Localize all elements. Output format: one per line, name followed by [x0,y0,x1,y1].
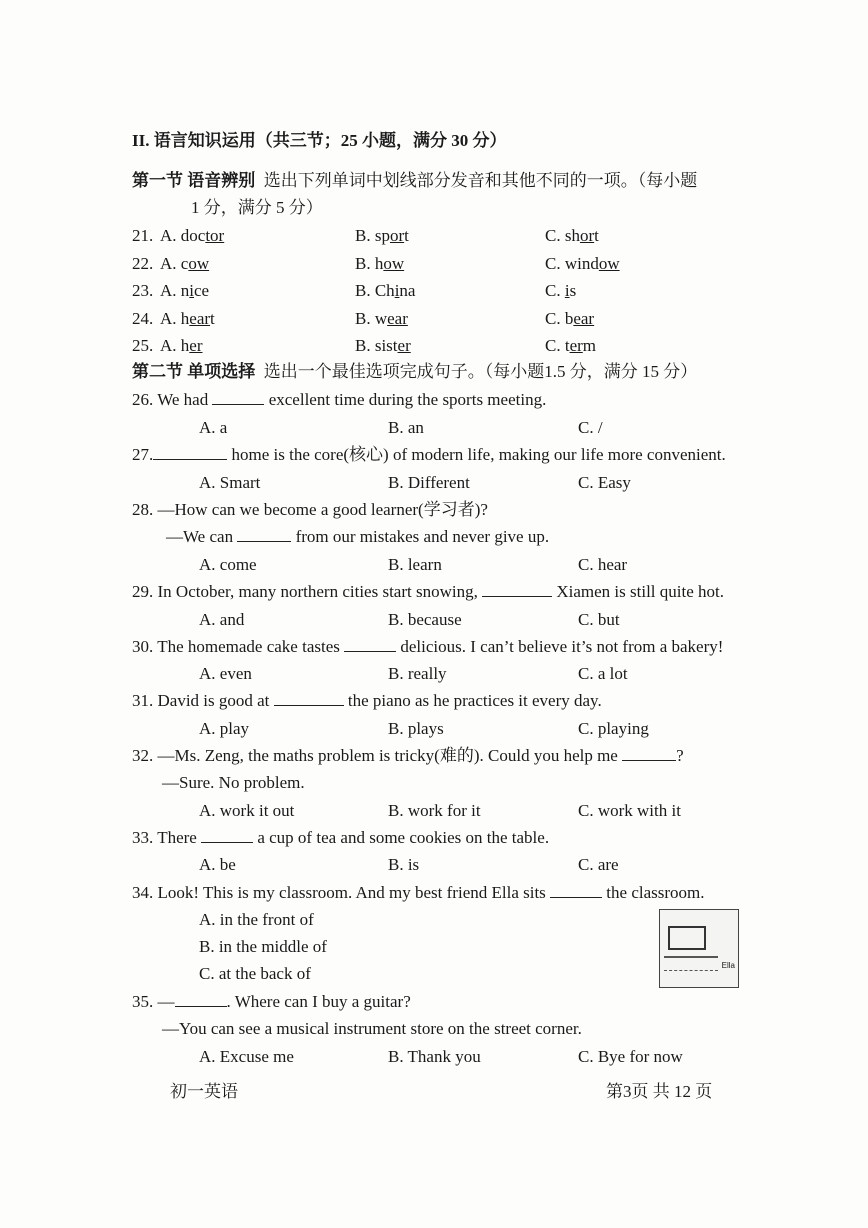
q28-stem-end: from our mistakes and never give up. [295,527,550,546]
word-part: A. doc [160,226,206,245]
word-part: A. c [160,254,189,273]
phonetics-number: 21. [132,226,154,245]
phonetics-number: 23. [132,281,154,300]
phonetics-option-b [355,308,408,330]
q33-stem: 33. There [132,828,197,847]
phonetics-option-b [355,253,404,275]
underlined-sound: or [389,226,405,245]
q30-stem-end: delicious. I can’t believe it’s not from a bakery! [400,637,724,656]
underlined-sound: er [569,336,583,355]
question-30 [132,636,723,658]
q30-option-c: C. a lot [578,664,628,683]
section-heading: II. 语言知识运用（共三节；25 小题，满分 30 分） [132,131,507,150]
q26-option-a: A. a [199,418,228,437]
q29-option-b: B. because [388,610,462,629]
underlined-sound: ow [383,254,405,273]
part1-header [132,170,697,192]
underlined-sound: ear [387,309,408,328]
phonetics-option-c [545,280,576,302]
word-part: ce [194,281,210,300]
underlined-sound: ow [188,254,210,273]
q31-option-c: C. playing [578,719,649,738]
part1-instruction-cont: 1 分，满分 5 分） [191,198,323,217]
q32-option-c: C. work with it [578,801,681,820]
phonetics-option-c [545,308,594,330]
q28-option-a: A. come [199,555,257,574]
q26-option-c: C. / [578,418,603,437]
q27-option-a: A. Smart [199,473,261,492]
footer-page-number: 第3页 共 12 页 [606,1082,713,1101]
q28-response [166,526,549,548]
answer-blank [212,389,264,405]
q27-stem: home is the core(核心) of modern life, making our life more convenient. [231,445,726,464]
word-part: A. n [160,281,190,300]
word-part: B. sist [355,336,398,355]
underlined-sound: i [394,281,400,300]
q34-option-c: C. at the back of [199,964,311,983]
q29-stem: 29. In October, many northern cities start snowing, [132,582,478,601]
word-part: B. Ch [355,281,395,300]
word-part: B. h [355,254,384,273]
footer-subject: 初一英语 [170,1082,238,1101]
q31-stem: 31. David is good at [132,691,270,710]
question-31 [132,690,602,712]
question-32 [132,745,684,767]
part1-title: 第一节 语音辨别 [132,171,256,190]
desks-icon [664,956,718,971]
q35-num: 35. — [132,992,175,1011]
word-part: m [582,336,597,355]
q27-option-b: B. Different [388,473,470,492]
q26-stem: 26. We had [132,390,209,409]
q26-option-b: B. an [388,418,424,437]
q34-option-b: B. in the middle of [199,937,327,956]
q33-stem-end: a cup of tea and some cookies on the table. [257,828,550,847]
q35-stem: . Where can I buy a guitar? [226,992,411,1011]
word-part: na [399,281,416,300]
underlined-sound: ear [573,309,595,328]
underlined-sound: er [397,336,411,355]
answer-blank [201,827,253,843]
word-part: A. h [160,309,190,328]
answer-blank [175,991,227,1007]
question-27 [132,444,726,466]
q26-stem-end: excellent time during the sports meeting. [268,390,547,409]
question-26 [132,389,546,411]
word-part: C. t [545,336,570,355]
phonetics-option-a [160,335,203,357]
word-part: t [594,226,599,245]
underlined-sound: tor [205,226,225,245]
phonetics-option-b [355,225,409,247]
question-28: 28. —How can we become a good learner(学习者)? [132,500,488,519]
phonetics-option-c [545,253,620,275]
classroom-illustration [659,909,739,988]
answer-blank [622,745,676,761]
word-part: C. b [545,309,574,328]
phonetics-option-c [545,335,596,357]
q28-stem: —We can [166,527,234,546]
answer-blank [153,444,227,460]
q28-option-c: C. hear [578,555,628,574]
phonetics-option-a [160,280,209,302]
q29-option-a: A. and [199,610,245,629]
phonetics-option-b [355,335,411,357]
answer-blank [274,690,344,706]
q28-option-b: B. learn [388,555,442,574]
q32-stem-end: ? [676,746,684,765]
phonetics-option-a [160,308,215,330]
question-29 [132,581,724,603]
phonetics-number: 22. [132,254,154,273]
q35-option-a: A. Excuse me [199,1047,294,1066]
question-34 [132,882,705,904]
answer-blank [550,882,602,898]
word-part: C. [545,281,565,300]
word-part: C. sh [545,226,580,245]
phonetics-option-b [355,280,415,302]
q35-option-c: C. Bye for now [578,1047,683,1066]
q32-response: —Sure. No problem. [162,773,305,792]
q35-option-b: B. Thank you [388,1047,481,1066]
q31-option-a: A. play [199,719,250,738]
phonetics-number: 25. [132,336,154,355]
word-part: A. h [160,336,190,355]
q32-option-b: B. work for it [388,801,481,820]
phonetics-option-a [160,225,224,247]
answer-blank [482,581,552,597]
underlined-sound: i [564,281,570,300]
underlined-sound: or [579,226,595,245]
word-part: t [404,226,409,245]
ella-label: Ella [721,961,735,970]
blackboard-icon [668,926,706,950]
question-35 [132,991,411,1013]
q33-option-b: B. is [388,855,420,874]
underlined-sound: er [189,336,203,355]
q31-stem-end: the piano as he practices it every day. [347,691,602,710]
q33-option-a: A. be [199,855,236,874]
word-part: C. wind [545,254,599,273]
q29-stem-end: Xiamen is still quite hot. [556,582,724,601]
question-33 [132,827,549,849]
q30-stem: 30. The homemade cake tastes [132,637,340,656]
phonetics-option-a [160,253,209,275]
answer-blank [237,526,291,542]
underlined-sound: ow [598,254,620,273]
word-part: s [569,281,577,300]
q34-option-a: A. in the front of [199,910,314,929]
q32-option-a: A. work it out [199,801,295,820]
q30-option-a: A. even [199,664,252,683]
answer-blank [344,636,396,652]
part2-header [132,361,697,383]
q32-stem: 32. —Ms. Zeng, the maths problem is tricky(难的). Could you help me [132,746,618,765]
part2-instruction: 选出一个最佳选项完成句子。（每小题1.5 分，满分 15 分） [263,362,698,381]
word-part: B. w [355,309,388,328]
q31-option-b: B. plays [388,719,444,738]
q34-stem-end: the classroom. [606,883,705,902]
q34-stem: 34. Look! This is my classroom. And my best friend Ella sits [132,883,546,902]
word-part: t [210,309,215,328]
part1-instruction: 选出下列单词中划线部分发音和其他不同的一项。（每小题 [263,171,698,190]
part2-title: 第二节 单项选择 [132,362,256,381]
word-part: B. sp [355,226,390,245]
underlined-sound: ear [189,309,211,328]
phonetics-number: 24. [132,309,154,328]
underlined-sound: i [189,281,195,300]
phonetics-option-c [545,225,599,247]
q30-option-b: B. really [388,664,447,683]
q27-option-c: C. Easy [578,473,631,492]
q29-option-c: C. but [578,610,620,629]
q35-response: —You can see a musical instrument store on the street corner. [162,1019,582,1038]
q27-num: 27. [132,445,154,464]
q33-option-c: C. are [578,855,619,874]
